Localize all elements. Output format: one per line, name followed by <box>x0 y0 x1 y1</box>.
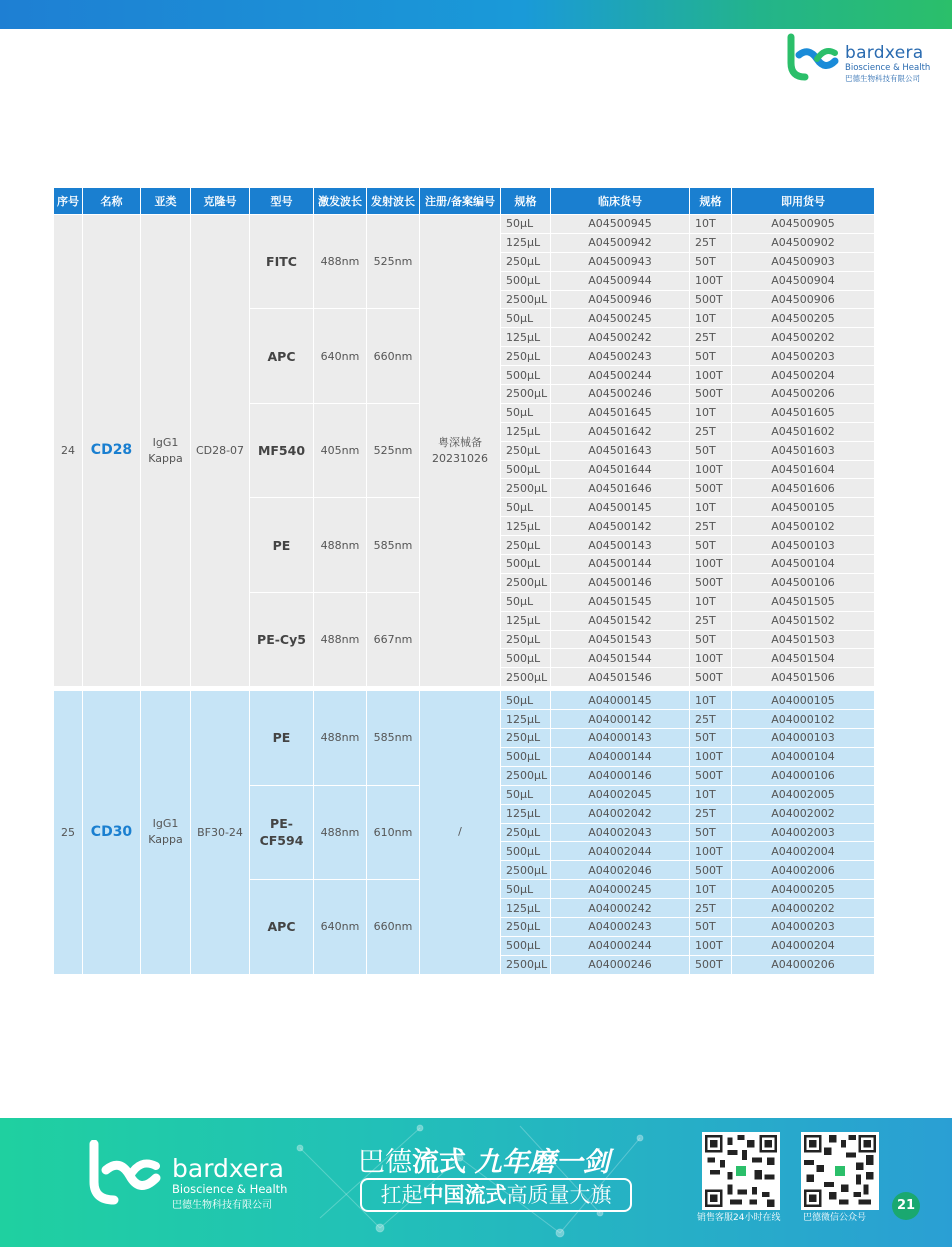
qr-code-icon <box>705 1135 777 1207</box>
slogan-a: 巴德 <box>358 1147 412 1178</box>
ready-spec: 10T <box>690 691 732 710</box>
ready-catalog-number: A04002002 <box>732 804 875 823</box>
clinical-catalog-number: A04002042 <box>551 804 690 823</box>
ready-spec: 100T <box>690 842 732 861</box>
ready-spec: 500T <box>690 479 732 498</box>
table-row <box>54 215 875 234</box>
clinical-catalog-number: A04002045 <box>551 785 690 804</box>
emission-wavelength: 660nm <box>367 880 420 974</box>
row-index: 24 <box>54 215 83 687</box>
fluor-type-line: PE- <box>270 816 293 832</box>
bardxera-logo-icon <box>86 1140 166 1206</box>
excitation-wavelength: 488nm <box>314 785 367 879</box>
footer-sub-cn: 巴德生物科技有限公司 <box>172 1200 272 1211</box>
ready-catalog-number: A04000202 <box>732 899 875 918</box>
fluor-type <box>250 403 314 497</box>
fluor-type-line: PE-Cy5 <box>257 632 306 648</box>
clinical-catalog-number: A04002044 <box>551 842 690 861</box>
fluor-type-line: APC <box>267 919 296 935</box>
excitation-wavelength: 488nm <box>314 498 367 592</box>
ready-catalog-number: A04500202 <box>732 328 875 347</box>
clone-number: CD28-07 <box>191 215 250 687</box>
subclass-line: IgG1 <box>152 435 179 449</box>
emission-wavelength: 667nm <box>367 592 420 686</box>
table-row <box>54 691 875 710</box>
clinical-spec: 250μL <box>501 441 551 460</box>
clinical-spec: 2500μL <box>501 385 551 404</box>
column-header: 序号 <box>54 188 83 215</box>
fluor-type-line: APC <box>267 348 296 364</box>
clinical-catalog-number: A04500245 <box>551 309 690 328</box>
slogan2-b: 中国流式 <box>422 1183 507 1207</box>
emission-wavelength: 525nm <box>367 403 420 497</box>
slogan2-c: 高质量大旗 <box>506 1183 612 1207</box>
ready-spec: 10T <box>690 215 732 234</box>
clinical-spec: 500μL <box>501 271 551 290</box>
fluor-type-line: FITC <box>266 254 297 270</box>
excitation-wavelength: 405nm <box>314 403 367 497</box>
clinical-catalog-number: A04500944 <box>551 271 690 290</box>
slogan-line-1 <box>358 1140 610 1179</box>
clinical-spec: 500μL <box>501 460 551 479</box>
registration-number <box>420 215 501 687</box>
ready-spec: 100T <box>690 366 732 385</box>
ready-catalog-number: A04002003 <box>732 823 875 842</box>
clinical-catalog-number: A04501544 <box>551 649 690 668</box>
ready-catalog-number: A04000106 <box>732 766 875 785</box>
ready-catalog-number: A04500106 <box>732 573 875 592</box>
column-header: 注册/备案编号 <box>420 188 501 215</box>
wechat-qr-caption: 巴德微信公众号 <box>803 1213 867 1223</box>
clinical-catalog-number: A04500943 <box>551 252 690 271</box>
clinical-catalog-number: A04501543 <box>551 630 690 649</box>
clinical-spec: 250μL <box>501 630 551 649</box>
header-sub-cn: 巴德生物科技有限公司 <box>845 74 920 83</box>
ready-catalog-number: A04000203 <box>732 917 875 936</box>
ready-spec: 25T <box>690 233 732 252</box>
table-header-row <box>54 188 875 215</box>
ready-spec: 500T <box>690 290 732 309</box>
ready-catalog-number: A04500902 <box>732 233 875 252</box>
clinical-spec: 2500μL <box>501 668 551 687</box>
slogan-line-2 <box>360 1178 632 1212</box>
column-header: 克隆号 <box>191 188 250 215</box>
clinical-spec: 500μL <box>501 649 551 668</box>
clinical-spec: 125μL <box>501 422 551 441</box>
clone-number: BF30-24 <box>191 691 250 974</box>
excitation-wavelength: 488nm <box>314 592 367 686</box>
ready-spec: 10T <box>690 785 732 804</box>
ready-catalog-number: A04000105 <box>732 691 875 710</box>
fluor-type <box>250 309 314 403</box>
ready-catalog-number: A04500205 <box>732 309 875 328</box>
ready-spec: 50T <box>690 630 732 649</box>
clinical-catalog-number: A04501646 <box>551 479 690 498</box>
ready-catalog-number: A04501504 <box>732 649 875 668</box>
ready-catalog-number: A04500903 <box>732 252 875 271</box>
fluor-type-line: CF594 <box>259 833 304 849</box>
subclass <box>141 691 191 974</box>
column-header: 名称 <box>83 188 141 215</box>
clinical-catalog-number: A04501643 <box>551 441 690 460</box>
registration-number-line: 粤深械备 <box>438 435 482 449</box>
ready-catalog-number: A04501502 <box>732 611 875 630</box>
ready-spec: 10T <box>690 403 732 422</box>
column-header: 规格 <box>501 188 551 215</box>
page-number: 21 <box>892 1192 920 1220</box>
ready-spec: 50T <box>690 441 732 460</box>
clinical-spec: 500μL <box>501 366 551 385</box>
column-header: 发射波长 <box>367 188 420 215</box>
clinical-spec: 500μL <box>501 842 551 861</box>
column-header: 激发波长 <box>314 188 367 215</box>
clinical-catalog-number: A04000144 <box>551 747 690 766</box>
footer-logo <box>86 1140 286 1220</box>
clinical-spec: 125μL <box>501 710 551 729</box>
wechat-qr-code <box>801 1132 879 1210</box>
clinical-spec: 250μL <box>501 823 551 842</box>
fluor-type-line: PE <box>272 730 291 746</box>
fluor-type-line: MF540 <box>257 443 306 459</box>
emission-wavelength: 525nm <box>367 215 420 309</box>
ready-catalog-number: A04501602 <box>732 422 875 441</box>
excitation-wavelength: 640nm <box>314 309 367 403</box>
ready-catalog-number: A04500206 <box>732 385 875 404</box>
clinical-spec: 50μL <box>501 498 551 517</box>
ready-spec: 25T <box>690 710 732 729</box>
ready-spec: 100T <box>690 271 732 290</box>
ready-catalog-number: A04500906 <box>732 290 875 309</box>
clinical-spec: 125μL <box>501 233 551 252</box>
ready-spec: 25T <box>690 517 732 536</box>
ready-catalog-number: A04501603 <box>732 441 875 460</box>
clinical-spec: 50μL <box>501 403 551 422</box>
ready-catalog-number: A04500204 <box>732 366 875 385</box>
emission-wavelength: 660nm <box>367 309 420 403</box>
ready-catalog-number: A04002004 <box>732 842 875 861</box>
clinical-catalog-number: A04501546 <box>551 668 690 687</box>
clinical-spec: 2500μL <box>501 766 551 785</box>
clinical-spec: 250μL <box>501 347 551 366</box>
fluor-type <box>250 592 314 686</box>
ready-spec: 50T <box>690 823 732 842</box>
clinical-catalog-number: A04000243 <box>551 917 690 936</box>
column-header: 亚类 <box>141 188 191 215</box>
clinical-catalog-number: A04000145 <box>551 691 690 710</box>
fluor-type <box>250 785 314 879</box>
emission-wavelength: 585nm <box>367 498 420 592</box>
emission-wavelength: 610nm <box>367 785 420 879</box>
clinical-spec: 125μL <box>501 611 551 630</box>
fluor-type <box>250 498 314 592</box>
clinical-catalog-number: A04500945 <box>551 215 690 234</box>
ready-spec: 10T <box>690 309 732 328</box>
clinical-catalog-number: A04501642 <box>551 422 690 441</box>
ready-catalog-number: A04000103 <box>732 729 875 748</box>
ready-catalog-number: A04002005 <box>732 785 875 804</box>
ready-spec: 25T <box>690 328 732 347</box>
ready-catalog-number: A04000204 <box>732 936 875 955</box>
slogan-b: 流式 <box>412 1147 466 1178</box>
clinical-catalog-number: A04500146 <box>551 573 690 592</box>
ready-catalog-number: A04500102 <box>732 517 875 536</box>
footer-brand: bardxera <box>172 1154 284 1183</box>
ready-catalog-number: A04501503 <box>732 630 875 649</box>
fluor-type-line: PE <box>272 537 291 553</box>
ready-catalog-number: A04501605 <box>732 403 875 422</box>
ready-catalog-number: A04500203 <box>732 347 875 366</box>
ready-catalog-number: A04000205 <box>732 880 875 899</box>
ready-catalog-number: A04000102 <box>732 710 875 729</box>
ready-catalog-number: A04000104 <box>732 747 875 766</box>
ready-catalog-number: A04002006 <box>732 861 875 880</box>
header-logo <box>785 33 935 83</box>
ready-spec: 500T <box>690 573 732 592</box>
ready-spec: 10T <box>690 880 732 899</box>
clinical-catalog-number: A04000143 <box>551 729 690 748</box>
ready-spec: 25T <box>690 899 732 918</box>
clinical-catalog-number: A04500243 <box>551 347 690 366</box>
clinical-catalog-number: A04500242 <box>551 328 690 347</box>
ready-spec: 25T <box>690 804 732 823</box>
clinical-spec: 250μL <box>501 536 551 555</box>
clinical-catalog-number: A04500946 <box>551 290 690 309</box>
clinical-catalog-number: A04000242 <box>551 899 690 918</box>
clinical-spec: 50μL <box>501 880 551 899</box>
clinical-spec: 50μL <box>501 592 551 611</box>
ready-catalog-number: A04500103 <box>732 536 875 555</box>
ready-spec: 50T <box>690 252 732 271</box>
ready-catalog-number: A04501604 <box>732 460 875 479</box>
clinical-spec: 2500μL <box>501 955 551 974</box>
clinical-catalog-number: A04500143 <box>551 536 690 555</box>
ready-catalog-number: A04501506 <box>732 668 875 687</box>
clinical-catalog-number: A04000142 <box>551 710 690 729</box>
ready-spec: 50T <box>690 347 732 366</box>
ready-catalog-number: A04500105 <box>732 498 875 517</box>
clinical-spec: 2500μL <box>501 290 551 309</box>
clinical-catalog-number: A04500142 <box>551 517 690 536</box>
marker-name: CD30 <box>83 691 141 974</box>
sales-qr-code <box>702 1132 780 1210</box>
clinical-spec: 500μL <box>501 936 551 955</box>
ready-spec: 500T <box>690 766 732 785</box>
clinical-spec: 250μL <box>501 917 551 936</box>
excitation-wavelength: 640nm <box>314 880 367 974</box>
registration-number <box>420 691 501 974</box>
column-header: 规格 <box>690 188 732 215</box>
qr-code-icon <box>804 1135 876 1207</box>
ready-spec: 500T <box>690 955 732 974</box>
column-header: 临床货号 <box>551 188 690 215</box>
ready-spec: 100T <box>690 649 732 668</box>
ready-catalog-number: A04500905 <box>732 215 875 234</box>
ready-spec: 100T <box>690 555 732 574</box>
clinical-spec: 250μL <box>501 252 551 271</box>
fluor-type <box>250 880 314 974</box>
ready-catalog-number: A04500104 <box>732 555 875 574</box>
clinical-spec: 250μL <box>501 729 551 748</box>
clinical-catalog-number: A04000246 <box>551 955 690 974</box>
clinical-spec: 2500μL <box>501 479 551 498</box>
clinical-catalog-number: A04000146 <box>551 766 690 785</box>
clinical-spec: 2500μL <box>501 861 551 880</box>
ready-spec: 10T <box>690 592 732 611</box>
clinical-spec: 125μL <box>501 517 551 536</box>
clinical-spec: 500μL <box>501 747 551 766</box>
clinical-catalog-number: A04500244 <box>551 366 690 385</box>
ready-spec: 500T <box>690 385 732 404</box>
ready-spec: 50T <box>690 536 732 555</box>
header-sub-en: Bioscience & Health <box>845 63 931 73</box>
clinical-catalog-number: A04002046 <box>551 861 690 880</box>
clinical-catalog-number: A04002043 <box>551 823 690 842</box>
slogan2-a: 扛起 <box>380 1183 423 1207</box>
ready-catalog-number: A04501505 <box>732 592 875 611</box>
ready-catalog-number: A04501606 <box>732 479 875 498</box>
clinical-spec: 2500μL <box>501 573 551 592</box>
clinical-spec: 125μL <box>501 804 551 823</box>
clinical-spec: 125μL <box>501 899 551 918</box>
row-index: 25 <box>54 691 83 974</box>
column-header: 型号 <box>250 188 314 215</box>
subclass <box>141 215 191 687</box>
ready-spec: 100T <box>690 747 732 766</box>
subclass-line: IgG1 <box>152 817 179 831</box>
clinical-catalog-number: A04501545 <box>551 592 690 611</box>
ready-spec: 100T <box>690 936 732 955</box>
excitation-wavelength: 488nm <box>314 215 367 309</box>
registration-number-line: 20231026 <box>432 451 488 465</box>
top-color-bar <box>0 0 952 29</box>
clinical-catalog-number: A04000244 <box>551 936 690 955</box>
sales-qr-caption: 销售客服24小时在线 <box>697 1213 781 1223</box>
ready-catalog-number: A04000206 <box>732 955 875 974</box>
footer-banner <box>0 1118 952 1247</box>
clinical-spec: 125μL <box>501 328 551 347</box>
subclass-line: Kappa <box>148 833 183 847</box>
clinical-spec: 50μL <box>501 785 551 804</box>
excitation-wavelength: 488nm <box>314 691 367 785</box>
subclass-line: Kappa <box>148 451 183 465</box>
clinical-spec: 50μL <box>501 309 551 328</box>
clinical-spec: 50μL <box>501 691 551 710</box>
registration-number-line: / <box>458 825 462 839</box>
clinical-spec: 50μL <box>501 215 551 234</box>
clinical-catalog-number: A04500144 <box>551 555 690 574</box>
product-table <box>53 187 875 975</box>
clinical-catalog-number: A04500246 <box>551 385 690 404</box>
header-brand: bardxera <box>845 43 924 63</box>
marker-name: CD28 <box>83 215 141 687</box>
fluor-type <box>250 215 314 309</box>
clinical-catalog-number: A04501644 <box>551 460 690 479</box>
footer-sub-en: Bioscience & Health <box>172 1182 288 1196</box>
ready-spec: 50T <box>690 917 732 936</box>
slogan-c: 九年磨一剑 <box>474 1147 610 1178</box>
fluor-type <box>250 691 314 785</box>
ready-spec: 500T <box>690 668 732 687</box>
ready-spec: 25T <box>690 422 732 441</box>
clinical-catalog-number: A04501542 <box>551 611 690 630</box>
bardxera-logo-icon <box>785 33 843 81</box>
clinical-catalog-number: A04501645 <box>551 403 690 422</box>
ready-catalog-number: A04500904 <box>732 271 875 290</box>
column-header: 即用货号 <box>732 188 875 215</box>
ready-spec: 50T <box>690 729 732 748</box>
clinical-spec: 500μL <box>501 555 551 574</box>
clinical-catalog-number: A04000245 <box>551 880 690 899</box>
clinical-catalog-number: A04500942 <box>551 233 690 252</box>
emission-wavelength: 585nm <box>367 691 420 785</box>
ready-spec: 10T <box>690 498 732 517</box>
ready-spec: 25T <box>690 611 732 630</box>
clinical-catalog-number: A04500145 <box>551 498 690 517</box>
ready-spec: 500T <box>690 861 732 880</box>
ready-spec: 100T <box>690 460 732 479</box>
